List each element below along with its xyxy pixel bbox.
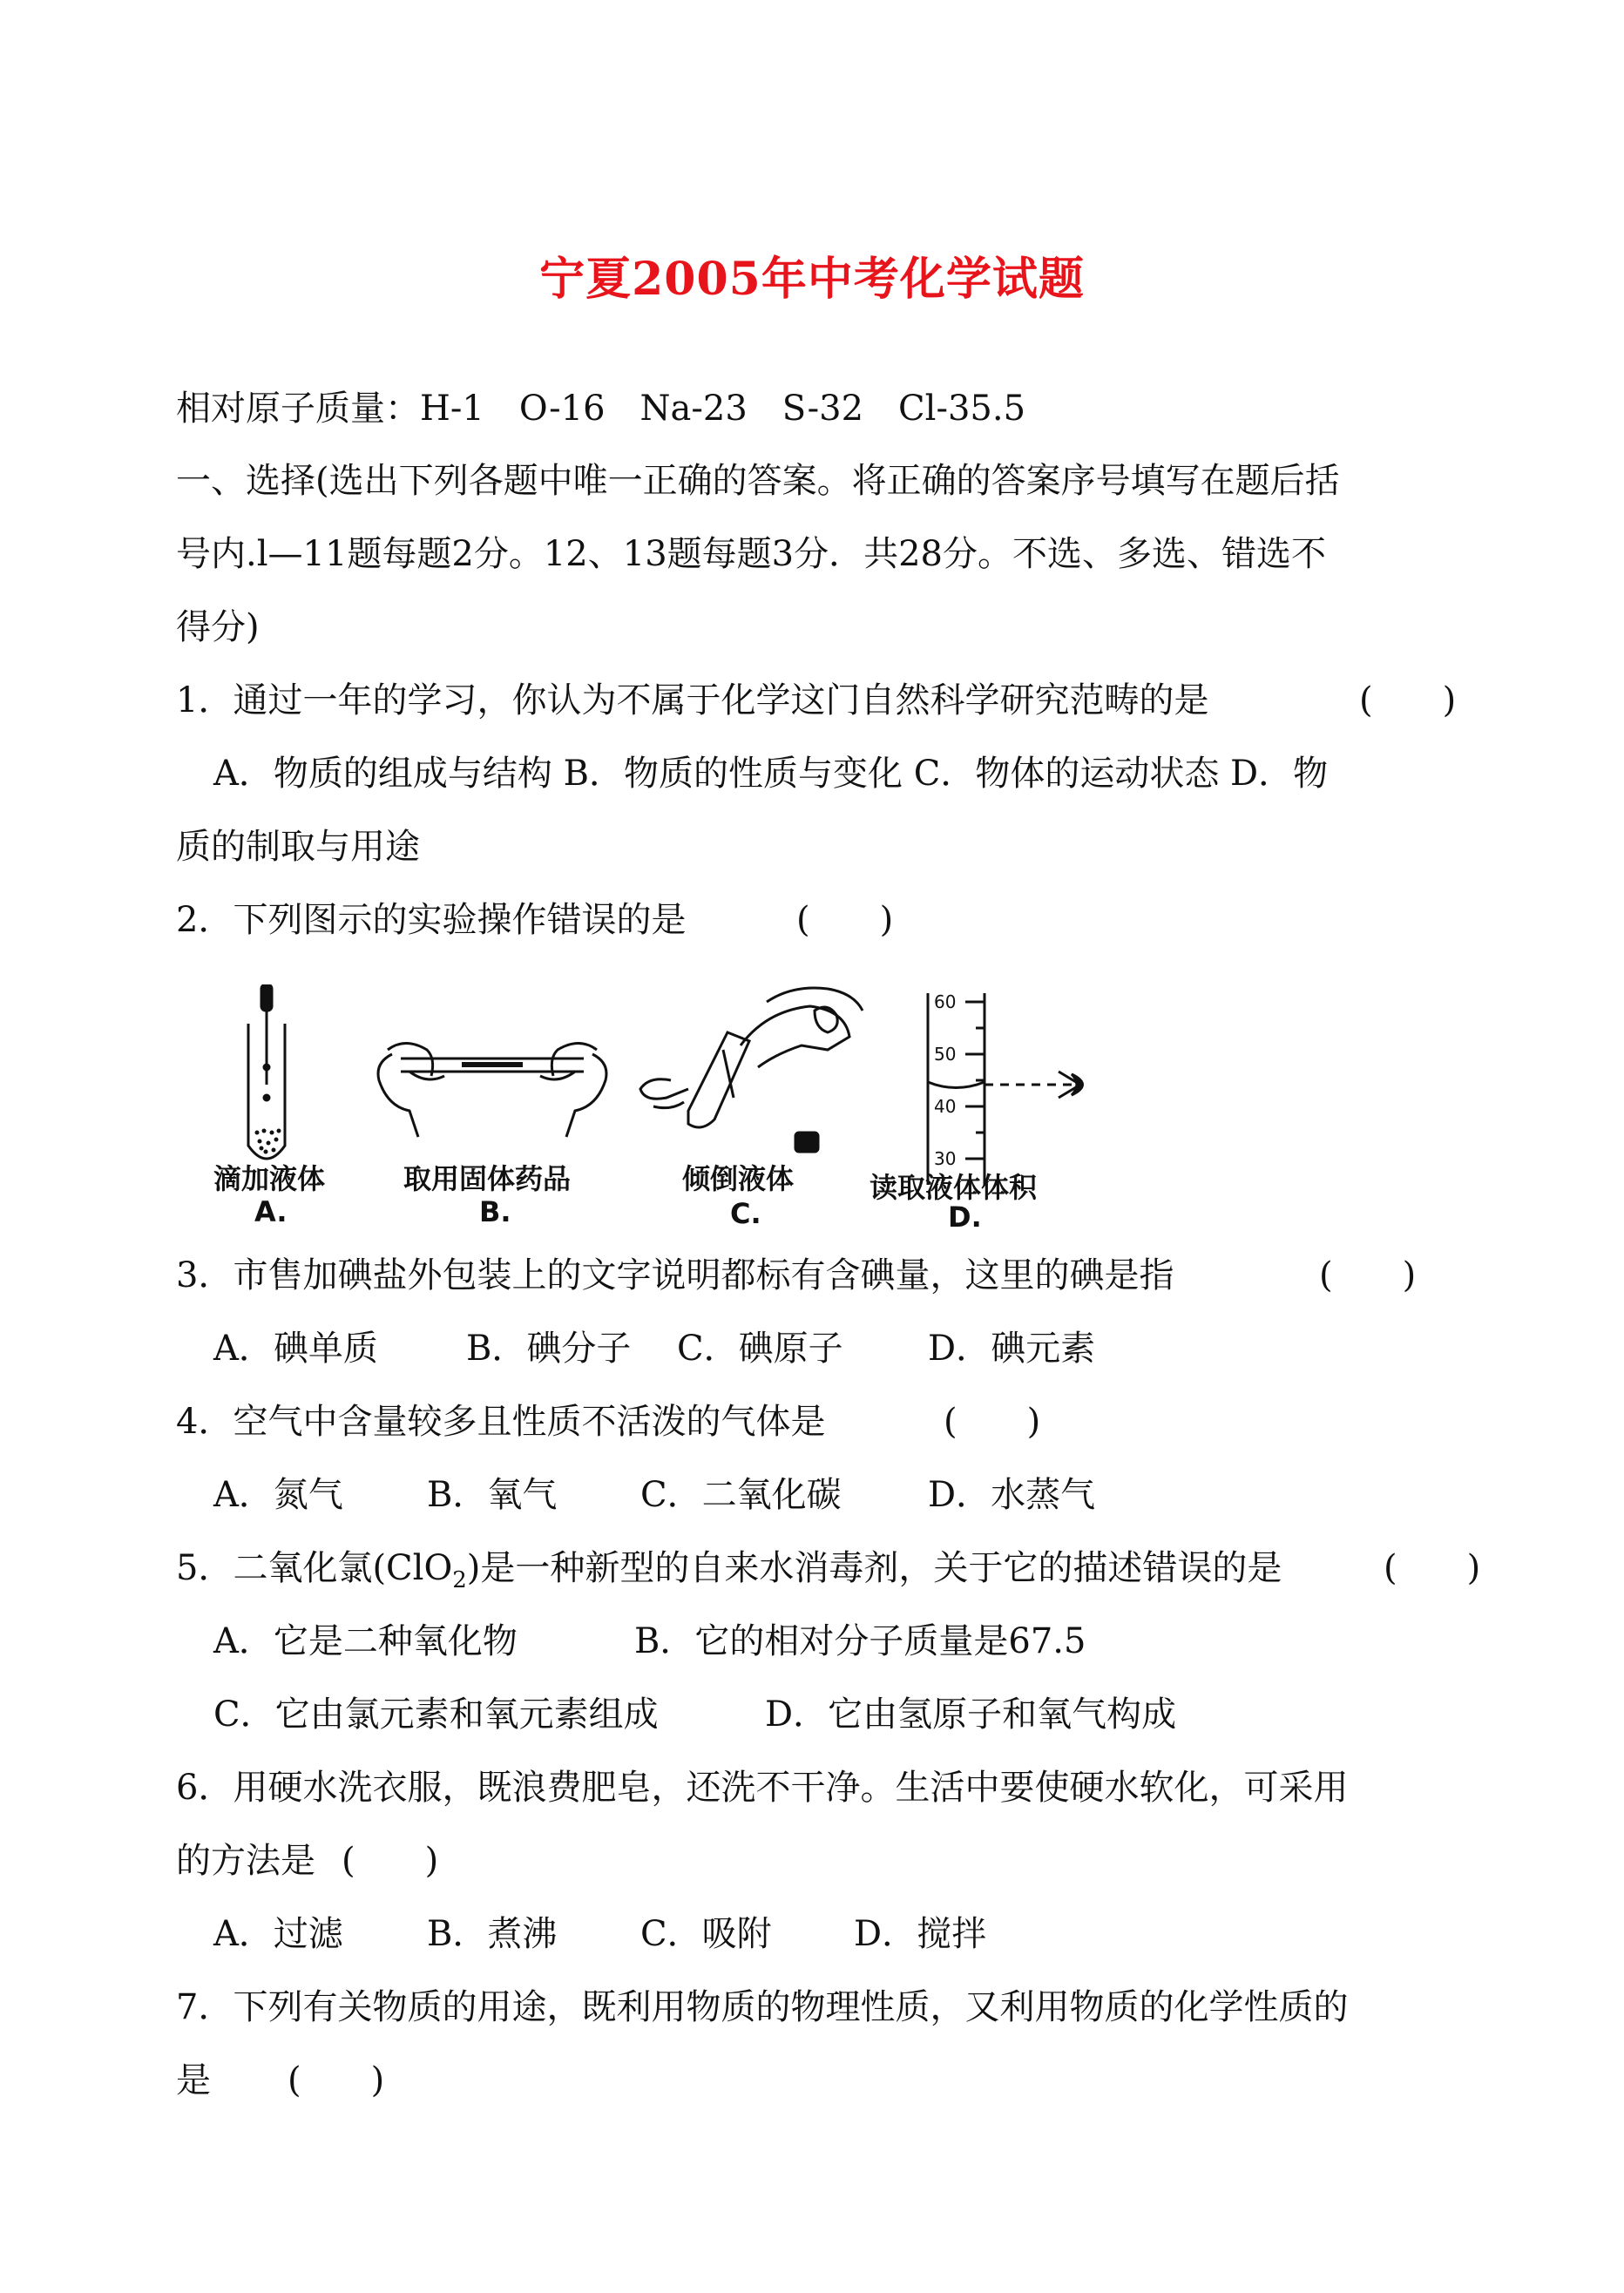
q5-stem [176, 1547, 1282, 1601]
q6-stem-line-2: 的方法是 [176, 1841, 315, 1881]
section-instructions-line-1: 一、选择(选出下列各题中唯一正确的答案。将正确的答案序号填写在题后括 [176, 461, 1340, 501]
q4-option-a: A．氮气 [213, 1475, 343, 1515]
q5-option-d: D．它由氢原子和氧气构成 [765, 1694, 1177, 1735]
q6-option-b: B．煮沸 [427, 1914, 558, 1954]
page-title: 宁夏2005年中考化学试题 [539, 253, 1085, 306]
q3-option-d: D．碘元素 [928, 1329, 1096, 1369]
figure-label-d: 读取液体体积 [870, 1171, 1038, 1204]
q3-option-a: A．碘单质 [213, 1329, 378, 1369]
q1-answer-paren: ( ) [1359, 680, 1457, 720]
section-instructions-line-3: 得分) [176, 607, 260, 647]
q1-options-line-2: 质的制取与用途 [176, 827, 420, 867]
figure-label-c: 倾倒液体 [682, 1162, 795, 1195]
q6-option-c: C．吸附 [640, 1914, 772, 1954]
q4-stem: 4．空气中含量较多且性质不活泼的气体是 [176, 1402, 826, 1442]
figure-letter-c: C. [730, 1197, 761, 1230]
q2-stem: 2．下列图示的实验操作错误的是 [176, 900, 687, 940]
q1-options-line-1: A．物质的组成与结构 B．物质的性质与变化 C．物体的运动状态 D．物 [213, 754, 1329, 794]
tick-30: 30 [934, 1148, 957, 1169]
q5-stem-prefix: 5．二氧化氯(ClO [176, 1548, 453, 1588]
q5-option-a: A．它是二种氧化物 [213, 1621, 518, 1661]
tick-40: 40 [934, 1096, 957, 1117]
q5-answer-paren: ( ) [1384, 1548, 1481, 1588]
figure-label-b: 取用固体药品 [403, 1162, 572, 1195]
q5-stem-subscript: 2 [452, 1567, 467, 1593]
q7-stem-line-1: 7．下列有关物质的用途，既利用物质的物理性质，又利用物质的化学性质的 [176, 1987, 1349, 2027]
q1-stem: 1．通过一年的学习，你认为不属于化学这门自然科学研究范畴的是 [176, 680, 1209, 720]
q4-option-d: D．水蒸气 [928, 1475, 1096, 1515]
cylinder-tick-labels [200, 984, 1124, 1185]
q4-option-b: B．氧气 [427, 1475, 558, 1515]
figure-letter-a: A. [254, 1195, 288, 1228]
tick-50: 50 [934, 1044, 957, 1065]
lab-operations-figure [200, 984, 1124, 1237]
q3-option-c: C．碘原子 [677, 1329, 843, 1369]
atomic-mass-line: 相对原子质量：H-1 O-16 Na-23 S-32 Cl-35.5 [176, 389, 1026, 429]
section-instructions-line-2: 号内.l—11题每题2分。12、13题每题3分．共28分。不选、多选、错选不 [176, 534, 1326, 574]
q7-stem-line-2: 是 [176, 2060, 211, 2100]
q6-stem-line-1: 6．用硬水洗衣服，既浪费肥皂，还洗不干净。生活中要使硬水软化，可采用 [176, 1768, 1349, 1808]
q3-stem: 3．市售加碘盐外包装上的文字说明都标有含碘量，这里的碘是指 [176, 1255, 1174, 1295]
q5-stem-suffix: )是一种新型的自来水消毒剂，关于它的描述错误的是 [466, 1548, 1282, 1588]
tick-60: 60 [934, 991, 957, 1012]
q4-option-c: C．二氧化碳 [640, 1475, 842, 1515]
q6-answer-paren: ( ) [342, 1841, 439, 1881]
q3-answer-paren: ( ) [1319, 1255, 1417, 1295]
q2-answer-paren: ( ) [796, 900, 894, 940]
q5-option-c: C．它由氯元素和氧元素组成 [213, 1694, 659, 1735]
figure-letter-b: B. [479, 1195, 511, 1228]
q6-option-d: D．搅拌 [854, 1914, 987, 1954]
q4-answer-paren: ( ) [944, 1402, 1041, 1442]
figure-letter-d: D. [948, 1201, 982, 1234]
q7-answer-paren: ( ) [288, 2060, 385, 2100]
figure-label-a: 滴加液体 [213, 1162, 326, 1195]
q5-option-b: B．它的相对分子质量是67.5 [634, 1621, 1086, 1661]
q3-option-b: B．碘分子 [466, 1329, 632, 1369]
q6-option-a: A．过滤 [213, 1914, 343, 1954]
